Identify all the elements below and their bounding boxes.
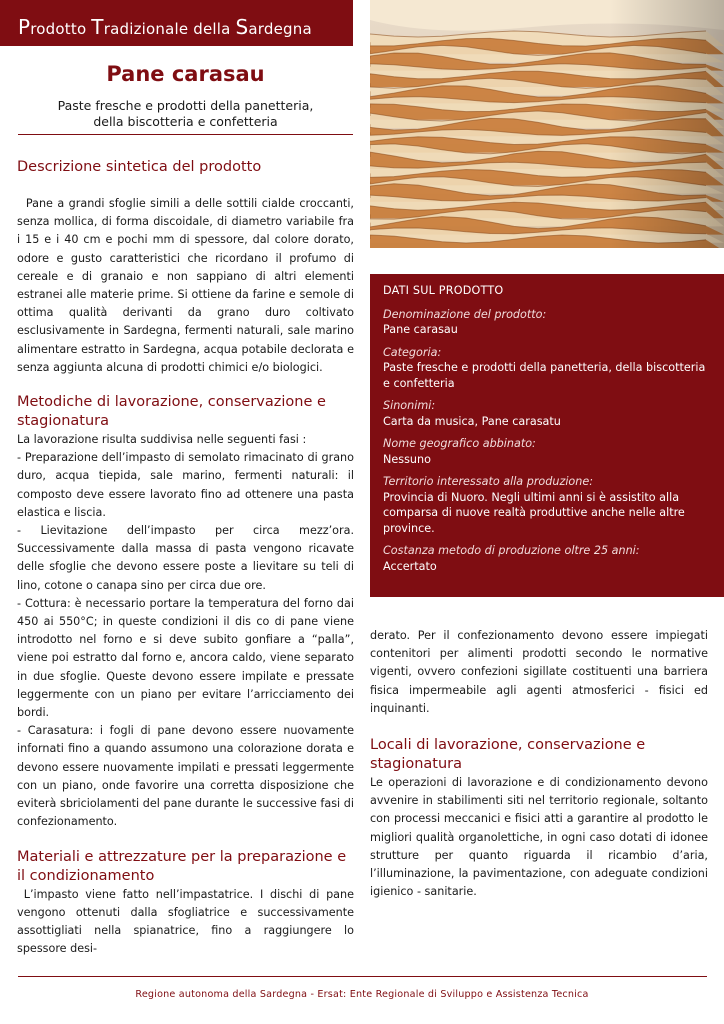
data-value-categoria: Paste fresche e prodotti della panetteria, della biscotteria e confetteria — [383, 361, 706, 390]
title-divider — [18, 134, 353, 135]
page-title: Pane carasau — [106, 62, 265, 86]
section-heading-metodiche: Metodiche di lavorazione, conservazione e stagionatura — [17, 394, 326, 430]
product-data-box — [370, 274, 724, 597]
left-column — [17, 158, 358, 958]
metodiche-paragraph-intro: La lavorazione risulta suddivisa nelle seguenti fasi : — [17, 433, 307, 447]
header-band — [0, 0, 353, 46]
metodiche-paragraph-carasatura: - Carasatura: i fogli di pane devono essere nuovamente infornati fino a quando assumono una colorazione dorata e devono essere nuovamente impilati e pressati leggermente con un piano, onde favorire una corretta disposizione che eviterà sbriciolamenti del pane durante le successive fasi di confezionamento. — [17, 724, 354, 829]
metodiche-paragraph-cottura: - Cottura: è necessario portare la temperatura del forno dai 450 ai 550°C; in queste condizioni il dis co di pane viene introdotto nel forno e si deve subito gonfiare a “palla”, viene poi estratto dal forno e, ancora caldo, viene separato in due sfoglie. Queste devono essere impilate e pressate leggermente con un piano per evitare l’arricciamento dei bordi. — [17, 596, 354, 720]
data-box-title: DATI SUL PRODOTTO — [383, 284, 504, 297]
section-heading-locali: Locali di lavorazione, conservazione e stagionatura — [370, 737, 646, 773]
page-subtitle — [18, 98, 353, 130]
section-body-materiali-part1: L’impasto viene fatto nell’impastatrice. I dischi di pane vengono ottenuti dalla sfogliatrice e successivamente assottigliati nella spianatrice, fino a raggiungere lo spessore desi- — [17, 887, 358, 956]
section-heading-materiali: Materiali e attrezzature per la preparazione e il condizionamento — [17, 848, 347, 884]
metodiche-paragraph-preparazione: - Preparazione dell’impasto di semolato rimacinato di grano duro, acqua tiepida, sale marino, fermenti naturali: il composto deve essere lavorato fino ad ottenere una pasta elastica e liscia. — [17, 451, 354, 519]
header-word-prodotto: Prodotto — [18, 15, 87, 39]
data-value-denominazione: Pane carasau — [383, 323, 458, 336]
data-value-sinonimi: Carta da musica, Pane carasatu — [383, 414, 561, 428]
data-value-costanza: Accertato — [383, 559, 437, 573]
data-label-nome-geografico: Nome geografico abbinato: — [383, 437, 536, 450]
data-label-costanza: Costanza metodo di produzione oltre 25 anni: — [383, 544, 640, 557]
right-column — [370, 627, 708, 901]
header-word-della: della — [193, 20, 231, 38]
section-heading-descrizione: Descrizione sintetica del prodotto — [17, 159, 262, 175]
data-value-territorio: Provincia di Nuoro. Negli ultimi anni si è assistito alla comparsa di nuove realtà produttive anche nelle altre province. — [383, 490, 685, 535]
data-label-denominazione: Denominazione del prodotto: — [383, 307, 547, 321]
subtitle-line-1: Paste fresche e prodotti della panetteria, — [57, 98, 314, 113]
footer-divider — [18, 976, 707, 977]
data-label-sinonimi: Sinonimi: — [383, 399, 436, 412]
section-body-descrizione: Pane a grandi sfoglie simili a delle sottili cialde croccanti, senza mollica, di forma discoidale, di diametro variabile fra i 15 e i 40 cm e pochi mm di spessore, dal colore dorato, odore e gusto caratteristici che ricordano il profumo di cereale e di granaio e non sappiano di altri elementi estranei alle materie prime. Si ottiene da farine e semole di ottima qualità derivanti da grano duro coltivato esclusivamente in Sardegna, fermenti naturali, sale marino alimentare estratto in Sardegna, acqua potabile declorata e senza aggiunta alcuna di prodotti chimici e/o biologici. — [17, 197, 358, 374]
section-body-locali: Le operazioni di lavorazione e di condizionamento devono avvenire in stabilimenti siti nel territorio regionale, soltanto con processi meccanici e fisici atti a garantire al prodotto le migliori qualità organolettiche, in ogni caso dotati di idonee strutture per quanto riguarda il ricambio d’aria, l’illuminazione, la pavimentazione, con adeguate condizioni igienico - sanitarie. — [370, 776, 708, 899]
bread-stack-image — [370, 0, 724, 248]
data-value-nome-geografico: Nessuno — [383, 452, 431, 466]
section-body-materiali-part2: derato. Per il confezionamento devono essere impiegati contenitori per alimenti prodotti secondo le normative vigenti, ovvero confezioni sigillate costituenti una barriera fisica impermeabile agli agenti atmosferici - fisici ed inquinanti. — [370, 629, 708, 715]
metodiche-paragraph-lievitazione: - Lievitazione dell’impasto per circa mezz’ora. Successivamente dalla massa di pasta vengono ricavate delle sfoglie che devono essere poste a lievitare su teli di lino, cotone o canapa sino per circa due ore. — [17, 524, 354, 592]
data-label-territorio: Territorio interessato alla produzione: — [383, 475, 594, 488]
subtitle-line-2: della biscotteria e confetteria — [93, 114, 278, 129]
page-footer: Regione autonoma della Sardegna - Ersat: Ente Regionale di Sviluppo e Assistenza Tecnica — [135, 989, 589, 1000]
header-word-tradizionale: Tradizionale — [91, 15, 189, 39]
data-label-categoria: Categoria: — [383, 345, 442, 359]
header-word-sardegna: Sardegna — [235, 15, 312, 39]
product-photo — [370, 0, 724, 248]
